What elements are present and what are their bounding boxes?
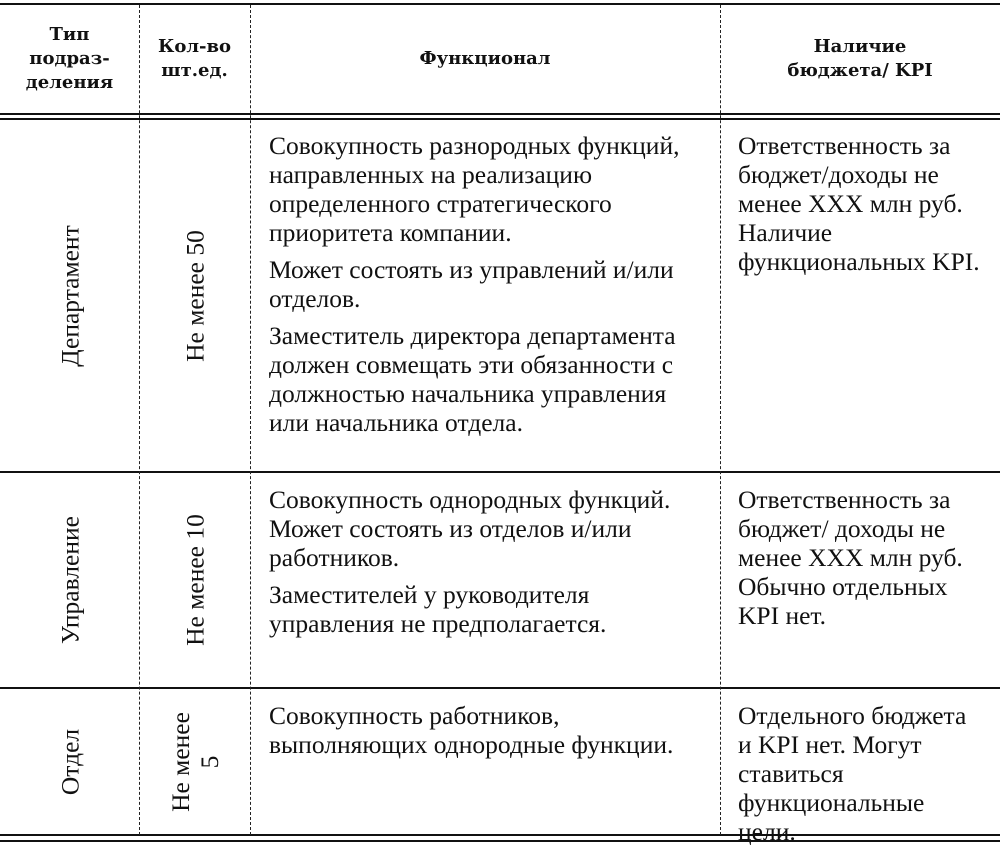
row-3-count-line-1: Не менее bbox=[165, 711, 195, 812]
row-1-function-cell bbox=[250, 131, 720, 445]
row-1-count-cell bbox=[139, 120, 250, 471]
row-1-budget-para-1: Ответственность за бюджет/доходы не менее XXX млн руб. bbox=[738, 131, 963, 218]
row-3-function-para-1: Совокупность работников, выполняющих однородные функции. bbox=[269, 701, 674, 759]
header-budget-label: Наличие бюджета/ KPI bbox=[787, 36, 933, 81]
row-1-count: Не менее 50 bbox=[180, 229, 209, 362]
row-3-budget-cell bbox=[720, 701, 1000, 846]
row-3-count-cell bbox=[139, 689, 250, 834]
row-2-budget-para-2: Обычно отдельных KPI нет. bbox=[738, 572, 948, 630]
header-count-label: Кол-во шт.ед. bbox=[157, 36, 232, 81]
header-function-label: Функционал bbox=[419, 48, 551, 69]
row-3-count-line-2: 5 bbox=[194, 755, 224, 768]
header-type-label: Тип подраз-деления bbox=[25, 24, 114, 93]
row-1-function-para-1: Совокупность разнородных функций, направленных на реализацию определенного стратегического приоритета компании. bbox=[269, 131, 680, 247]
header-type bbox=[0, 5, 139, 113]
row-1-type: Департамент bbox=[55, 224, 84, 367]
row-2-type-cell bbox=[0, 473, 139, 687]
header-budget bbox=[720, 5, 1000, 113]
row-1-type-cell bbox=[0, 120, 139, 471]
row-2-count-cell bbox=[139, 473, 250, 687]
row-2-function-para-1: Совокупность однородных функций. Может состоять из отделов и/или работников. bbox=[269, 485, 671, 572]
row-3-type: Отдел bbox=[55, 728, 84, 795]
row-2-function-para-2: Заместителей у руководителя управления не предполагается. bbox=[269, 580, 607, 638]
row-2-type: Управление bbox=[55, 516, 84, 644]
row-3-budget-para-1: Отдельного бюджета и KPI нет. Могут ставиться функциональные цели. bbox=[738, 701, 967, 846]
row-2-budget-para-1: Ответственность за бюджет/ доходы не менее XXX млн руб. bbox=[738, 485, 963, 572]
row-2-count: Не менее 10 bbox=[180, 514, 209, 646]
row-1-function-para-3: Заместитель директора департамента должен совмещать эти обязанности с должностью начальника управления или начальника отдела. bbox=[269, 321, 676, 437]
header-count bbox=[139, 5, 250, 113]
row-3-function-cell bbox=[250, 701, 720, 767]
row-3-type-cell bbox=[0, 689, 139, 834]
row-1-budget-cell bbox=[720, 131, 1000, 276]
row-2-budget-cell bbox=[720, 485, 1000, 630]
row-1-function-para-2: Может состоять из управлений и/или отделов. bbox=[269, 255, 674, 313]
row-2-function-cell bbox=[250, 485, 720, 646]
row-1-budget-para-2: Наличие функциональных KPI. bbox=[738, 218, 980, 276]
row-3-count bbox=[166, 712, 224, 812]
header-bottom-rule-1 bbox=[0, 113, 1000, 115]
header-function bbox=[250, 5, 720, 113]
